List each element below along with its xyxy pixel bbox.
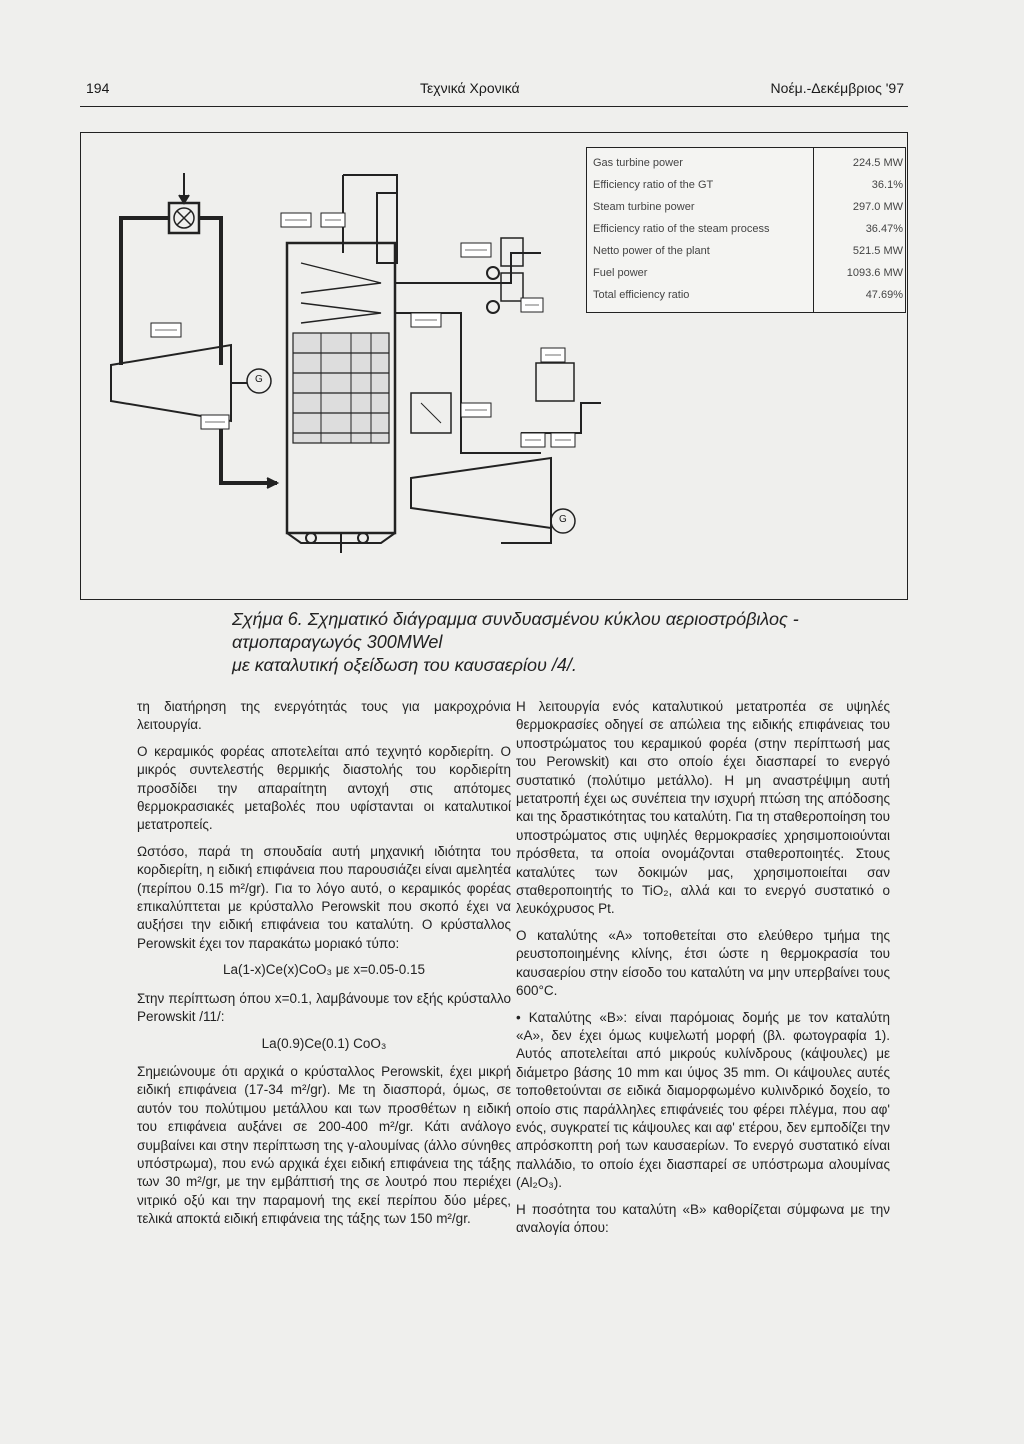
figure-6 (80, 132, 908, 600)
table-row (587, 264, 905, 283)
journal-title: Τεχνικά Χρονικά (420, 80, 520, 96)
caption-line-1: Σχήμα 6. Σχηματικό διάγραμμα συνδυασμένου κύκλου αεριοστρόβιλος - ατμοπαραγωγός 300MWel (232, 609, 799, 652)
right-column (516, 698, 890, 1245)
row-label: Fuel power (593, 267, 648, 279)
performance-table (586, 147, 906, 313)
row-label: Total efficiency ratio (593, 289, 690, 301)
table-row (587, 220, 905, 239)
row-label: Netto power of the plant (593, 245, 710, 257)
issue-date: Νοέμ.-Δεκέμβριος '97 (770, 80, 904, 96)
generator-label-1: G (255, 374, 263, 385)
paragraph: Ο καταλύτης «Α» τοποθετείται στο ελεύθερο τμήμα της ρευστοποιημένης κλίνης, έτσι ώστε η θερμοκρασία του καυσαερίου στην είσοδο του καταλύτη να μην υπερβαίνει τους 600°C. (516, 927, 890, 999)
bullet-paragraph: • Καταλύτης «Β»: είναι παρόμοιας δομής με τον καταλύτη «Α», δεν έχει όμως κυψελωτή μορφή (βλ. φωτογραφία 1). Αυτός αποτελείται από μικρούς κυλίνδρους (κάψουλες) με διάμετρο βάσης 10 mm και ύψος 35 mm. Οι κάψουλες αυτές τοποθετούνται σε ειδικά διαμορφωμένο κυλινδρικό δοχείο, το οποίο στις παράλληλες επιφάνειές του φέρει πλέγμα, που αφ' ενός, συγκρατεί τις κάψουλες και αφ' ετέρου, δεν εμποδίζει την απρόσκοπτη ροή των καυσαερίων. Το ενεργό συστατικό είναι παλλάδιο, το οποίο έχει διασπαρεί σε υπόστρωμα αλουμίνας (Al₂O₃). (516, 1009, 890, 1193)
table-row (587, 242, 905, 261)
row-value: 521.5 MW (852, 245, 903, 257)
paragraph: τη διατήρηση της ενεργότητάς τους για μακροχρόνια λειτουργία. (137, 699, 511, 733)
row-value: 47.69% (865, 289, 903, 301)
caption-line-2: με καταλυτική οξείδωση του καυσαερίου /4/. (232, 655, 577, 675)
paragraph: Ο κεραμικός φορέας αποτελείται από τεχνητό κορδιερίτη. Ο μικρός συντελεστής θερμικής διαστολής του κορδιερίτη προσδίδει την απαραίτητη αντοχή στις απότομες θερμοκρασιακές μεταβολές που υφίστανται οι καταλυτικοί μετατροπείς. (137, 743, 511, 833)
formula: La(1-x)Ce(x)CoO₃ με x=0.05-0.15 (223, 962, 425, 978)
generator-label-2: G (559, 514, 567, 525)
table-row (587, 198, 905, 217)
row-label: Steam turbine power (593, 201, 695, 213)
left-column (137, 698, 511, 1237)
figure-caption (232, 608, 932, 677)
table-row (587, 154, 905, 173)
row-value: 224.5 MW (852, 157, 903, 169)
paragraph: Στην περίπτωση όπου x=0.1, λαμβάνουμε τον εξής κρύσταλλο Perowskit /11/: (137, 990, 511, 1025)
formula: La(0.9)Ce(0.1) CoO₃ (261, 1035, 387, 1051)
paragraph: Σημειώνουμε ότι αρχικά ο κρύσταλλος Perowskit, έχει μικρή ειδική επιφάνεια (17-34 m²/gr). Με τη διασπορά, όμως, σε αυτόν του πολύτιμου μετάλλου και των προσθέτων η ειδική του επιφάνεια αυξάνει σε 200-400 m²/gr. Κάτι ανάλογο συμβαίνει και στην περίπτωση της γ-αλουμίνας (άλλο σύνηθες υπόστρωμα), που ενώ αρχικά έχει ειδική επιφάνεια της τάξης των 30 m²/gr, με την εμβάπτισή της σε λουτρό που περιέχει νιτρικό οξύ και την παραμονή της εκεί περίπου δύο μέρες, τελικά αποκτά ειδική επιφάνεια της τάξης των 150 m²/gr. (137, 1063, 511, 1227)
row-label: Efficiency ratio of the GT (593, 179, 714, 191)
page-header (80, 74, 908, 107)
row-label: Gas turbine power (593, 157, 683, 169)
row-value: 1093.6 MW (846, 267, 903, 279)
row-value: 36.1% (871, 179, 903, 191)
row-label: Efficiency ratio of the steam process (593, 223, 770, 235)
paragraph: Ωστόσο, παρά τη σπουδαία αυτή μηχανική ιδιότητα του κορδιερίτη, η ειδική επιφάνεια που παρουσιάζει είναι αμελητέα (περίπου 0.15 m²/gr). Για το λόγο αυτό, ο κεραμικός φορέας επικαλύπτεται με κρύσταλλο Perowskit που σκοπό έχει να αυξήσει την ειδική επιφάνεια του καταλύτη. Ο κρύσταλλος Perowskit έχει τον παρακάτω μοριακό τύπο: (137, 843, 511, 951)
table-row (587, 176, 905, 195)
page-number: 194 (86, 80, 110, 96)
paragraph: Η ποσότητα του καταλύτη «Β» καθορίζεται σύμφωνα με την αναλογία όπου: (516, 1201, 890, 1235)
table-row (587, 286, 905, 305)
paragraph: Η λειτουργία ενός καταλυτικού μετατροπέα σε υψηλές θερμοκρασίες οδηγεί σε απώλεια της ειδικής επιφάνειας του υποστρώματος του κεραμικού φορέα (στην περίπτωσή μας του Perowskit) και στο οποίο έχει διασπαρεί το ενεργό συστατικό (πολύτιμο μετάλλο). Η μη αναστρέψιμη αυτή μετατροπή έχει ως συνέπεια την ισχυρή πτώση της απόδοσης και της δραστικότητας του καταλύτη. Για τη σταθεροποίηση του υποστρώματος στις υψηλές θερμοκρασίες χρησιμοποιούνται πρόσθετα, τα οποία ονομάζονται σταθεροποιητές. Στους καταλύτες των δοκιμών μας, χρησιμοποιείται σαν σταθεροποιητής το TiO₂, αλλά και το ενεργό συστατικό ο λευκόχρυσος Pt. (516, 699, 890, 917)
row-value: 297.0 MW (852, 201, 903, 213)
row-value: 36.47% (865, 223, 903, 235)
